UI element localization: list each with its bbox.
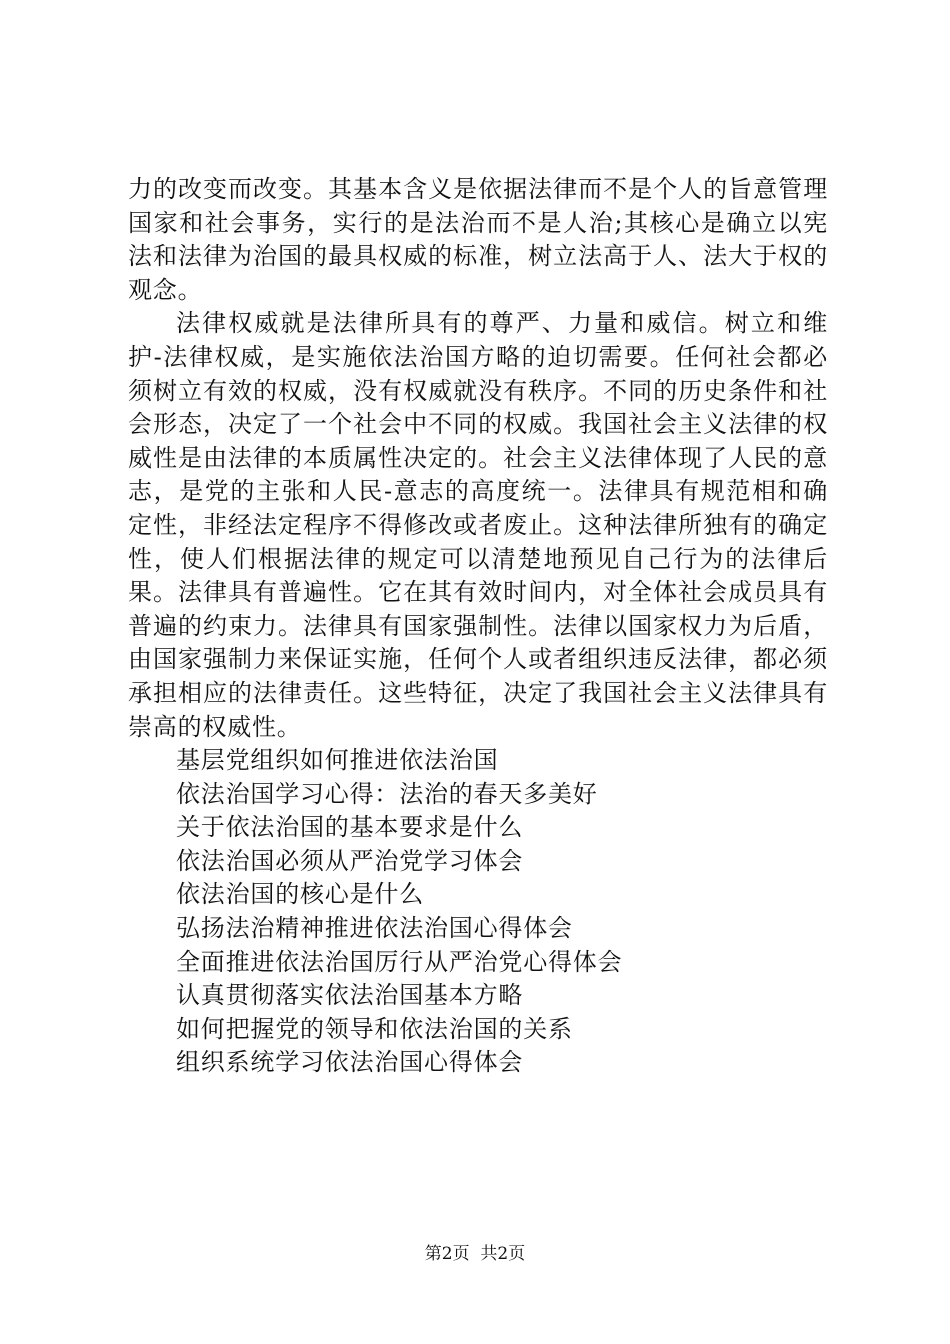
page-number-label: 第2页 共2页 [424, 1244, 526, 1264]
related-article-item: 组织系统学习依法治国心得体会 [176, 1048, 524, 1077]
related-article-item: 关于依法治国的基本要求是什么 [176, 813, 524, 842]
related-article-item: 弘扬法治精神推进依法治国心得体会 [176, 914, 573, 943]
related-article-item: 依法治国必须从严治党学习体会 [176, 846, 524, 875]
related-article-item: 认真贯彻落实依法治国基本方略 [176, 981, 524, 1010]
paragraph-continuation: 力的改变而改变。其基本含义是依据法律而不是个人的旨意管理国家和社会事务，实行的是法治而不是人治;其核心是确立以宪法和法律为治国的最具权威的标准，树立法高于人、法大于权的观念。 [128, 175, 828, 304]
document-body [128, 173, 828, 1080]
page-footer [0, 1242, 950, 1266]
related-article-item: 全面推进依法治国厉行从严治党心得体会 [176, 947, 623, 976]
related-article-item: 依法治国的核心是什么 [176, 880, 424, 909]
related-article-item: 如何把握党的领导和依法治国的关系 [176, 1014, 573, 1043]
paragraph-legal-authority: 法律权威就是法律所具有的尊严、力量和威信。树立和维护-法律权威，是实施依法治国方略的迫切需要。任何社会都必须树立有效的权威，没有权威就没有秩序。不同的历史条件和社会形态，决定了一个社会中不同的权威。我国社会主义法律的权威性是由法律的本质属性决定的。社会主义法律体现了人民的意志，是党的主张和人民-意志的高度统一。法律具有规范相和确定性，非经法定程序不得修改或者废止。这种法律所独有的确定性，使人们根据法律的规定可以清楚地预见自己行为的法律后果。法律具有普遍性。它在其有效时间内，对全体社会成员具有普遍的约束力。法律具有国家强制性。法律以国家权力为后盾，由国家强制力来保证实施，任何个人或者组织违反法律，都必须承担相应的法律责任。这些特征，决定了我国社会主义法律具有崇高的权威性。 [128, 309, 828, 741]
related-article-item: 基层党组织如何推进依法治国 [176, 746, 499, 775]
related-articles-list [128, 744, 828, 1080]
related-article-item: 依法治国学习心得：法治的春天多美好 [176, 779, 598, 808]
